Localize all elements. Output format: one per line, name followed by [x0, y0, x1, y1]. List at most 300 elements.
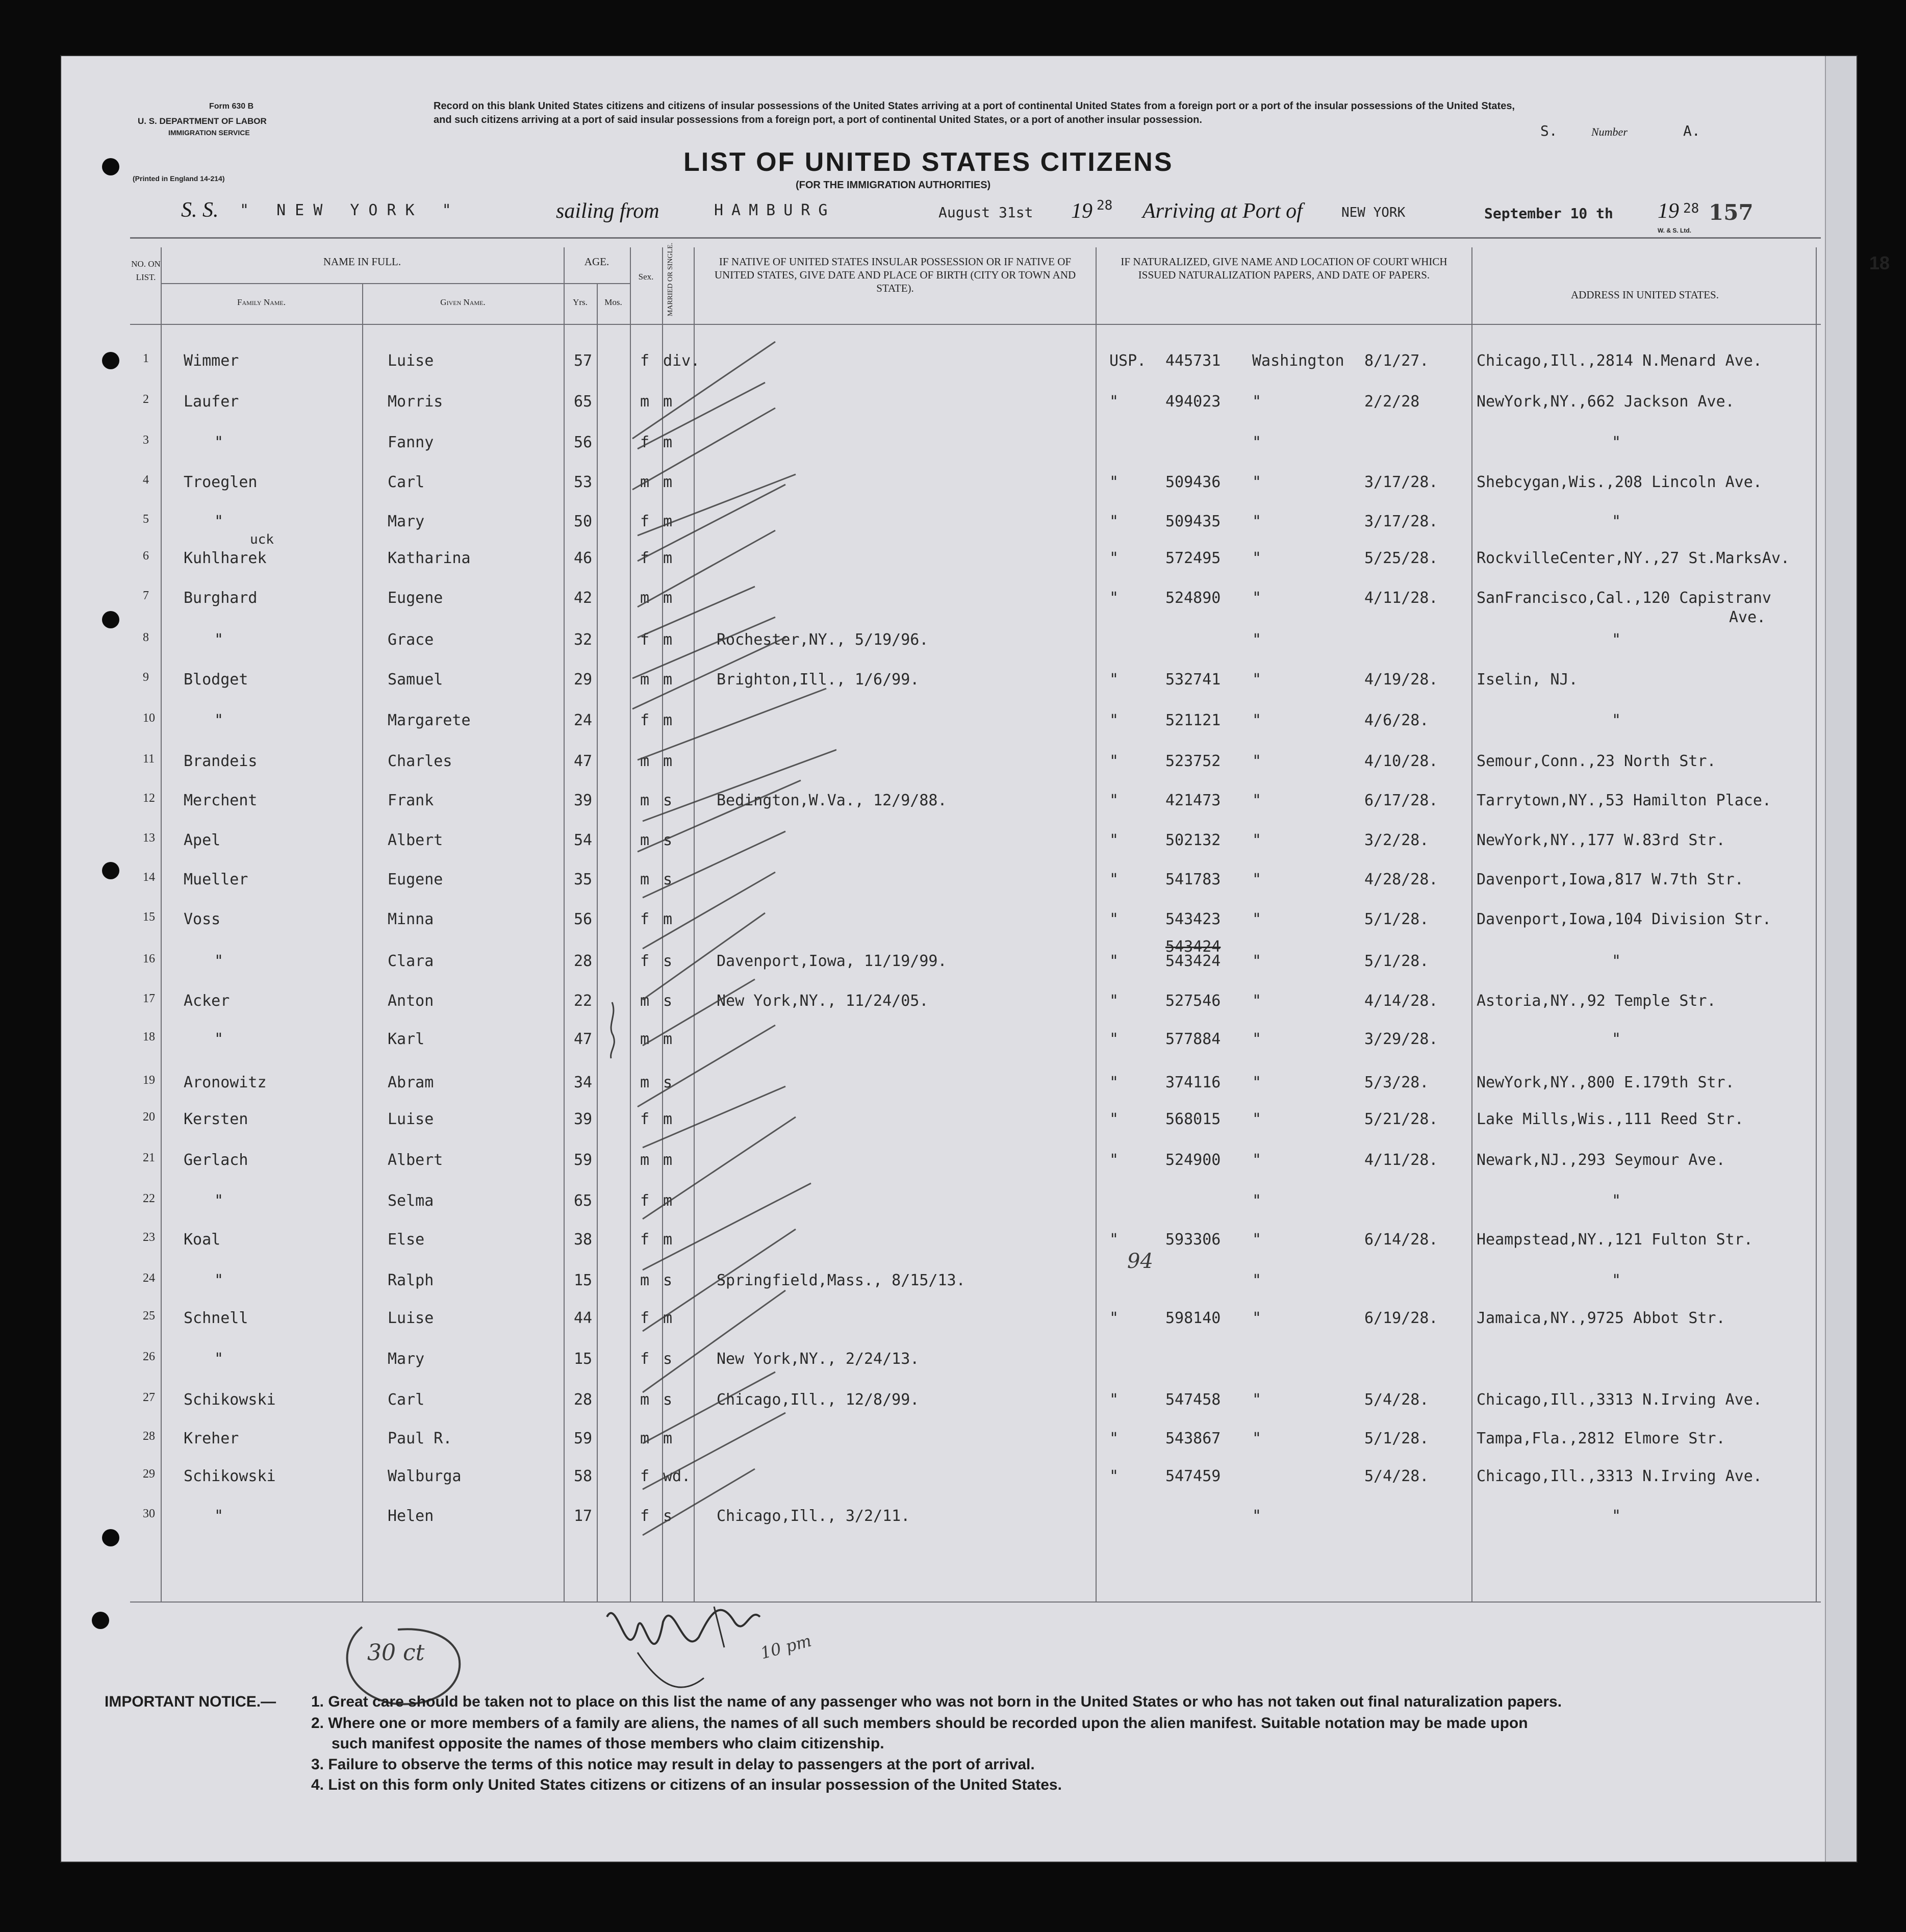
table-row — [61, 1231, 1857, 1261]
marital-status: s — [663, 871, 673, 888]
marital-status: s — [663, 992, 673, 1010]
naturalization-date: 6/17/28. — [1364, 792, 1438, 809]
marital-status: m — [663, 1309, 673, 1327]
us-address: " — [1612, 1272, 1621, 1289]
sex: m — [640, 1151, 650, 1169]
row-number: 22 — [143, 1192, 155, 1205]
sailing-label: sailing from — [556, 199, 659, 223]
given-name: Albert — [388, 831, 443, 849]
us-address: " — [1612, 434, 1621, 451]
table-row — [61, 992, 1857, 1023]
row-number: 14 — [143, 871, 155, 884]
row-number: 28 — [143, 1430, 155, 1443]
table-row — [61, 352, 1857, 383]
naturalization-date: 3/29/28. — [1364, 1030, 1438, 1048]
age-years: 24 — [574, 711, 593, 729]
us-address: " — [1612, 631, 1621, 649]
row-number: 26 — [143, 1350, 155, 1363]
side-note: 10 pm — [758, 1631, 814, 1663]
margin-number: 94 — [1127, 1250, 1153, 1273]
circled-note: 30 ct — [367, 1640, 425, 1666]
court-location: " — [1252, 589, 1262, 607]
family-name: " — [214, 1030, 224, 1048]
table-row — [61, 631, 1857, 662]
date-to: September 10 th — [1484, 205, 1613, 222]
age-years: 32 — [574, 631, 593, 649]
naturalization-date: 4/28/28. — [1364, 871, 1438, 888]
naturalization-type: " — [1109, 752, 1119, 770]
court-location: " — [1252, 910, 1262, 928]
given-name: Luise — [388, 352, 434, 370]
naturalization-number: 593306 — [1165, 1231, 1221, 1249]
given-name: Carl — [388, 473, 425, 491]
naturalization-type: " — [1109, 792, 1119, 809]
sex: f — [640, 513, 650, 530]
birth-place-date: New York,NY., 2/24/13. — [717, 1350, 920, 1368]
sex: f — [640, 434, 650, 451]
row-number: 6 — [143, 549, 149, 563]
age-years: 29 — [574, 671, 593, 689]
row-number: 3 — [143, 434, 149, 447]
row-number: 15 — [143, 910, 155, 924]
header-name-in-full: NAME IN FULL. — [323, 256, 401, 268]
notice-item-2-cont: such manifest opposite the names of those members who claim citizenship. — [332, 1735, 884, 1752]
family-name-correction: uck — [250, 532, 274, 547]
naturalization-date: 6/14/28. — [1364, 1231, 1438, 1249]
court-location: " — [1252, 1507, 1262, 1525]
us-address: NewYork,NY.,800 E.179th Str. — [1477, 1074, 1735, 1091]
age-years: 50 — [574, 513, 593, 530]
naturalization-type: " — [1109, 952, 1119, 970]
sex: m — [640, 992, 650, 1010]
pencil-checkmarks — [622, 321, 836, 1607]
naturalization-number: 543423 — [1165, 910, 1221, 928]
age-years: 59 — [574, 1151, 593, 1169]
pencil-bracket-mark — [602, 1000, 622, 1061]
row-number: 29 — [143, 1467, 155, 1481]
family-name: Merchent — [184, 792, 258, 809]
name-header-rule — [161, 283, 630, 284]
row-number: 23 — [143, 1231, 155, 1244]
s-label: S. — [1540, 122, 1558, 139]
court-location: " — [1252, 1272, 1262, 1289]
notice-item-2: 2. Where one or more members of a family are aliens, the names of all such members should be recorded upon the alien manifest. Suitable notation may be made upon — [311, 1715, 1528, 1732]
header-address: ADDRESS IN UNITED STATES. — [1571, 289, 1719, 301]
sex: m — [640, 871, 650, 888]
us-address: Chicago,Ill.,3313 N.Irving Ave. — [1477, 1467, 1762, 1485]
court-location: " — [1252, 792, 1262, 809]
given-name: Clara — [388, 952, 434, 970]
given-name: Eugene — [388, 871, 443, 888]
row-number: 30 — [143, 1507, 155, 1520]
naturalization-date: 4/10/28. — [1364, 752, 1438, 770]
table-row — [61, 1151, 1857, 1182]
marital-status: s — [663, 1074, 673, 1091]
row-number: 20 — [143, 1110, 155, 1124]
naturalization-type: " — [1109, 992, 1119, 1010]
row-number: 8 — [143, 631, 149, 644]
sex: f — [640, 631, 650, 649]
row-number: 24 — [143, 1272, 155, 1285]
given-name: Charles — [388, 752, 452, 770]
naturalization-number: 509435 — [1165, 513, 1221, 530]
struck-naturalization-number: 543424 — [1165, 938, 1221, 956]
family-name: " — [214, 952, 224, 970]
given-name: Carl — [388, 1391, 425, 1409]
naturalization-type: " — [1109, 549, 1119, 567]
naturalization-type: " — [1109, 1309, 1119, 1327]
family-name: Koal — [184, 1231, 221, 1249]
ship-name: " NEW YORK " — [240, 201, 461, 219]
row-number: 9 — [143, 671, 149, 684]
naturalization-date: 3/17/28. — [1364, 473, 1438, 491]
sex: m — [640, 393, 650, 411]
age-years: 39 — [574, 792, 593, 809]
naturalization-number: 547458 — [1165, 1391, 1221, 1409]
naturalization-date: 3/2/28. — [1364, 831, 1429, 849]
marital-status: m — [663, 393, 673, 411]
naturalization-number: 445731 — [1165, 352, 1221, 370]
naturalization-date: 8/1/27. — [1364, 352, 1429, 370]
notice-item-3: 3. Failure to observe the terms of this notice may result in delay to passengers at the port of arrival. — [311, 1756, 1035, 1773]
header-sex: Sex. — [638, 272, 654, 282]
marital-status: m — [663, 671, 673, 689]
given-name: Luise — [388, 1309, 434, 1327]
marital-status: m — [663, 1231, 673, 1249]
naturalization-type: " — [1109, 1391, 1119, 1409]
us-address: Newark,NJ.,293 Seymour Ave. — [1477, 1151, 1725, 1169]
birth-place-date: Davenport,Iowa, 11/19/99. — [717, 952, 947, 970]
sex: f — [640, 1467, 650, 1485]
given-name: Anton — [388, 992, 434, 1010]
department-label: U. S. DEPARTMENT OF LABOR — [138, 116, 267, 126]
naturalization-type: " — [1109, 871, 1119, 888]
marital-status: m — [663, 473, 673, 491]
family-name: Gerlach — [184, 1151, 248, 1169]
table-row — [61, 473, 1857, 504]
court-location: " — [1252, 1151, 1262, 1169]
court-location: " — [1252, 393, 1262, 411]
naturalization-type: " — [1109, 1151, 1119, 1169]
naturalization-date: 4/19/28. — [1364, 671, 1438, 689]
instructions-text: Record on this blank United States citizens and citizens of insular possessions of the United States arriving at a port of continental United States from a foreign port or a port of the insular possessions of the United States, and such citizens arriving at a port of said insular possessions from a foreign port, a port of continental United States, or a port of another insular possession. — [434, 100, 1515, 125]
court-location: Washington — [1252, 352, 1344, 370]
sex: m — [640, 792, 650, 809]
row-number: 17 — [143, 992, 155, 1005]
ss-label: S. S. — [181, 198, 219, 222]
given-name: Karl — [388, 1030, 425, 1048]
naturalization-type: " — [1109, 1110, 1119, 1128]
family-name: Wimmer — [184, 352, 239, 370]
row-number: 27 — [143, 1391, 155, 1404]
us-address: Semour,Conn.,23 North Str. — [1477, 752, 1716, 770]
birth-place-date: Brighton,Ill., 1/6/99. — [717, 671, 920, 689]
sex: m — [640, 1272, 650, 1289]
year-prefix-from: 19 — [1071, 199, 1092, 223]
table-row — [61, 910, 1857, 941]
sex: m — [640, 1391, 650, 1409]
age-years: 17 — [574, 1507, 593, 1525]
sex: f — [640, 1231, 650, 1249]
court-location: " — [1252, 711, 1262, 729]
table-row — [61, 393, 1857, 423]
notice-item-4: 4. List on this form only United States citizens or citizens of an insular possession of the United States. — [311, 1776, 1062, 1793]
us-address: SanFrancisco,Cal.,120 Capistranv — [1477, 589, 1771, 607]
table-row — [61, 1309, 1857, 1340]
naturalization-type: " — [1109, 513, 1119, 530]
marital-status: s — [663, 792, 673, 809]
year-prefix-to: 19 — [1658, 199, 1679, 223]
naturalization-type: " — [1109, 589, 1119, 607]
us-address: " — [1612, 952, 1621, 970]
age-years: 44 — [574, 1309, 593, 1327]
family-name: " — [214, 1272, 224, 1289]
age-years: 56 — [574, 910, 593, 928]
marital-status: m — [663, 1030, 673, 1048]
table-row — [61, 1110, 1857, 1141]
table-bottom-rule — [130, 1601, 1821, 1603]
naturalization-number: 421473 — [1165, 792, 1221, 809]
court-location: " — [1252, 1309, 1262, 1327]
naturalization-date: 5/3/28. — [1364, 1074, 1429, 1091]
us-address: Shebcygan,Wis.,208 Lincoln Ave. — [1477, 473, 1762, 491]
naturalization-date: 4/11/28. — [1364, 1151, 1438, 1169]
header-given-name: Given Name. — [440, 297, 486, 307]
family-name: Burghard — [184, 589, 258, 607]
marital-status: m — [663, 1151, 673, 1169]
marital-status: m — [663, 1110, 673, 1128]
printed-note: (Printed in England 14-214) — [133, 174, 225, 183]
number-value: A. — [1683, 122, 1700, 139]
marital-status: m — [663, 434, 673, 451]
us-address: Heampstead,NY.,121 Fulton Str. — [1477, 1231, 1753, 1249]
row-number: 16 — [143, 952, 155, 965]
given-name: Katharina — [388, 549, 471, 567]
naturalization-number: 568015 — [1165, 1110, 1221, 1128]
row-number: 5 — [143, 513, 149, 526]
family-name: Brandeis — [184, 752, 258, 770]
age-years: 15 — [574, 1272, 593, 1289]
row-number: 7 — [143, 589, 149, 602]
marital-status: s — [663, 1507, 673, 1525]
document-page — [61, 56, 1890, 1862]
table-row — [61, 1350, 1857, 1381]
table-row — [61, 434, 1857, 464]
court-location: " — [1252, 1110, 1262, 1128]
table-row — [61, 513, 1857, 543]
court-location: " — [1252, 473, 1262, 491]
marital-status: s — [663, 1391, 673, 1409]
naturalization-number: 547459 — [1165, 1467, 1221, 1485]
age-years: 47 — [574, 1030, 593, 1048]
table-row — [61, 1391, 1857, 1421]
table-row — [61, 1272, 1857, 1302]
table-row — [61, 711, 1857, 742]
table-row — [61, 589, 1857, 626]
naturalization-number: 502132 — [1165, 831, 1221, 849]
naturalization-type: " — [1109, 910, 1119, 928]
header-yrs: Yrs. — [573, 297, 588, 307]
us-address: Jamaica,NY.,9725 Abbot Str. — [1477, 1309, 1725, 1327]
service-label: IMMIGRATION SERVICE — [168, 129, 250, 137]
naturalization-type: " — [1109, 671, 1119, 689]
sex: m — [640, 1030, 650, 1048]
given-name: Fanny — [388, 434, 434, 451]
row-number: 13 — [143, 831, 155, 845]
naturalization-date: 5/21/28. — [1364, 1110, 1438, 1128]
marital-status: m — [663, 549, 673, 567]
us-address: Lake Mills,Wis.,111 Reed Str. — [1477, 1110, 1744, 1128]
family-name: Acker — [184, 992, 230, 1010]
naturalization-type: " — [1109, 1074, 1119, 1091]
naturalization-date: 5/1/28. — [1364, 910, 1429, 928]
given-name: Eugene — [388, 589, 443, 607]
age-years: 54 — [574, 831, 593, 849]
naturalization-date: 4/14/28. — [1364, 992, 1438, 1010]
family-name: " — [214, 1192, 224, 1210]
edge-number: 18 — [1869, 252, 1890, 273]
row-number: 2 — [143, 393, 149, 406]
given-name: Else — [388, 1231, 425, 1249]
sex: m — [640, 473, 650, 491]
given-name: Mary — [388, 1350, 425, 1368]
age-years: 65 — [574, 393, 593, 411]
court-location: " — [1252, 831, 1262, 849]
punch-hole — [102, 158, 119, 175]
marital-status: m — [663, 910, 673, 928]
marital-status: m — [663, 589, 673, 607]
naturalization-number: 572495 — [1165, 549, 1221, 567]
marital-status: s — [663, 952, 673, 970]
age-years: 42 — [574, 589, 593, 607]
page-subtitle: (FOR THE IMMIGRATION AUTHORITIES) — [796, 180, 991, 191]
family-name: " — [214, 1350, 224, 1368]
naturalization-number: 524900 — [1165, 1151, 1221, 1169]
age-years: 15 — [574, 1350, 593, 1368]
us-address: RockvilleCenter,NY.,27 St.MarksAv. — [1477, 549, 1790, 567]
row-number: 12 — [143, 792, 155, 805]
marital-status: s — [663, 1350, 673, 1368]
given-name: Grace — [388, 631, 434, 649]
age-years: 35 — [574, 871, 593, 888]
family-name: Kuhlharek — [184, 549, 267, 567]
sex: f — [640, 711, 650, 729]
age-years: 58 — [574, 1467, 593, 1485]
age-years: 22 — [574, 992, 593, 1010]
birth-place-date: Springfield,Mass., 8/15/13. — [717, 1272, 965, 1289]
row-number: 19 — [143, 1074, 155, 1087]
family-name: " — [214, 434, 224, 451]
row-number: 4 — [143, 473, 149, 487]
given-name: Paul R. — [388, 1430, 452, 1447]
table-row — [61, 1030, 1857, 1061]
sex: m — [640, 1430, 650, 1447]
court-location: " — [1252, 513, 1262, 530]
naturalization-number: 543424 — [1165, 952, 1221, 970]
us-address: NewYork,NY.,177 W.83rd Str. — [1477, 831, 1725, 849]
naturalization-date: 2/2/28 — [1364, 393, 1420, 411]
row-number: 21 — [143, 1151, 155, 1164]
year-from: 28 — [1097, 198, 1113, 213]
us-address: Iselin, NJ. — [1477, 671, 1578, 689]
header-no-on-list: NO. ON LIST. — [131, 259, 161, 282]
sex: f — [640, 1110, 650, 1128]
port-to: NEW YORK — [1341, 205, 1406, 220]
naturalization-type: " — [1109, 1467, 1119, 1485]
us-address: Astoria,NY.,92 Temple Str. — [1477, 992, 1716, 1010]
family-name: " — [214, 631, 224, 649]
family-name: Apel — [184, 831, 221, 849]
table-row — [61, 792, 1857, 822]
given-name: Albert — [388, 1151, 443, 1169]
sex: m — [640, 1074, 650, 1091]
court-location: " — [1252, 671, 1262, 689]
naturalization-date: 4/6/28. — [1364, 711, 1429, 729]
circled-annotation — [332, 1607, 485, 1729]
court-location: " — [1252, 1231, 1262, 1249]
table-row — [61, 831, 1857, 862]
naturalization-number: 494023 — [1165, 393, 1221, 411]
birth-place-date: Chicago,Ill., 3/2/11. — [717, 1507, 910, 1525]
printer-mark: W. & S. Ltd. — [1658, 227, 1691, 234]
header-bottom-rule — [130, 324, 1821, 325]
court-location: " — [1252, 1030, 1262, 1048]
family-name: Schnell — [184, 1309, 248, 1327]
table-row — [61, 938, 1857, 983]
table-row — [61, 1430, 1857, 1460]
birth-place-date: New York,NY., 11/24/05. — [717, 992, 929, 1010]
court-location: " — [1252, 752, 1262, 770]
us-address-continued: Ave. — [1729, 608, 1766, 626]
sex: f — [640, 1350, 650, 1368]
table-row — [61, 1507, 1857, 1538]
court-location: " — [1252, 992, 1262, 1010]
naturalization-type: " — [1109, 393, 1119, 411]
given-name: Helen — [388, 1507, 434, 1525]
sex: f — [640, 1192, 650, 1210]
naturalization-number: 527546 — [1165, 992, 1221, 1010]
table-row — [61, 1074, 1857, 1104]
given-name: Luise — [388, 1110, 434, 1128]
page-number: 157 — [1709, 200, 1753, 225]
us-address: " — [1612, 513, 1621, 530]
naturalization-date: 6/19/28. — [1364, 1309, 1438, 1327]
given-name: Walburga — [388, 1467, 462, 1485]
naturalization-number: 509436 — [1165, 473, 1221, 491]
given-name: Minna — [388, 910, 434, 928]
row-number: 1 — [143, 352, 149, 365]
sex: f — [640, 1309, 650, 1327]
family-name: Schikowski — [184, 1467, 276, 1485]
us-address: Chicago,Ill.,2814 N.Menard Ave. — [1477, 352, 1762, 370]
punch-hole — [92, 1612, 109, 1629]
given-name: Margarete — [388, 711, 471, 729]
header-family-name: Family Name. — [237, 297, 286, 307]
sex: m — [640, 589, 650, 607]
given-name: Abram — [388, 1074, 434, 1091]
court-location: " — [1252, 871, 1262, 888]
marital-status: div. — [663, 352, 700, 370]
court-location: " — [1252, 952, 1262, 970]
naturalization-number: 524890 — [1165, 589, 1221, 607]
sex: f — [640, 549, 650, 567]
sex: m — [640, 831, 650, 849]
naturalization-type: " — [1109, 1030, 1119, 1048]
given-name: Ralph — [388, 1272, 434, 1289]
us-address: NewYork,NY.,662 Jackson Ave. — [1477, 393, 1735, 411]
court-location: " — [1252, 1074, 1262, 1091]
us-address: Tarrytown,NY.,53 Hamilton Place. — [1477, 792, 1771, 809]
